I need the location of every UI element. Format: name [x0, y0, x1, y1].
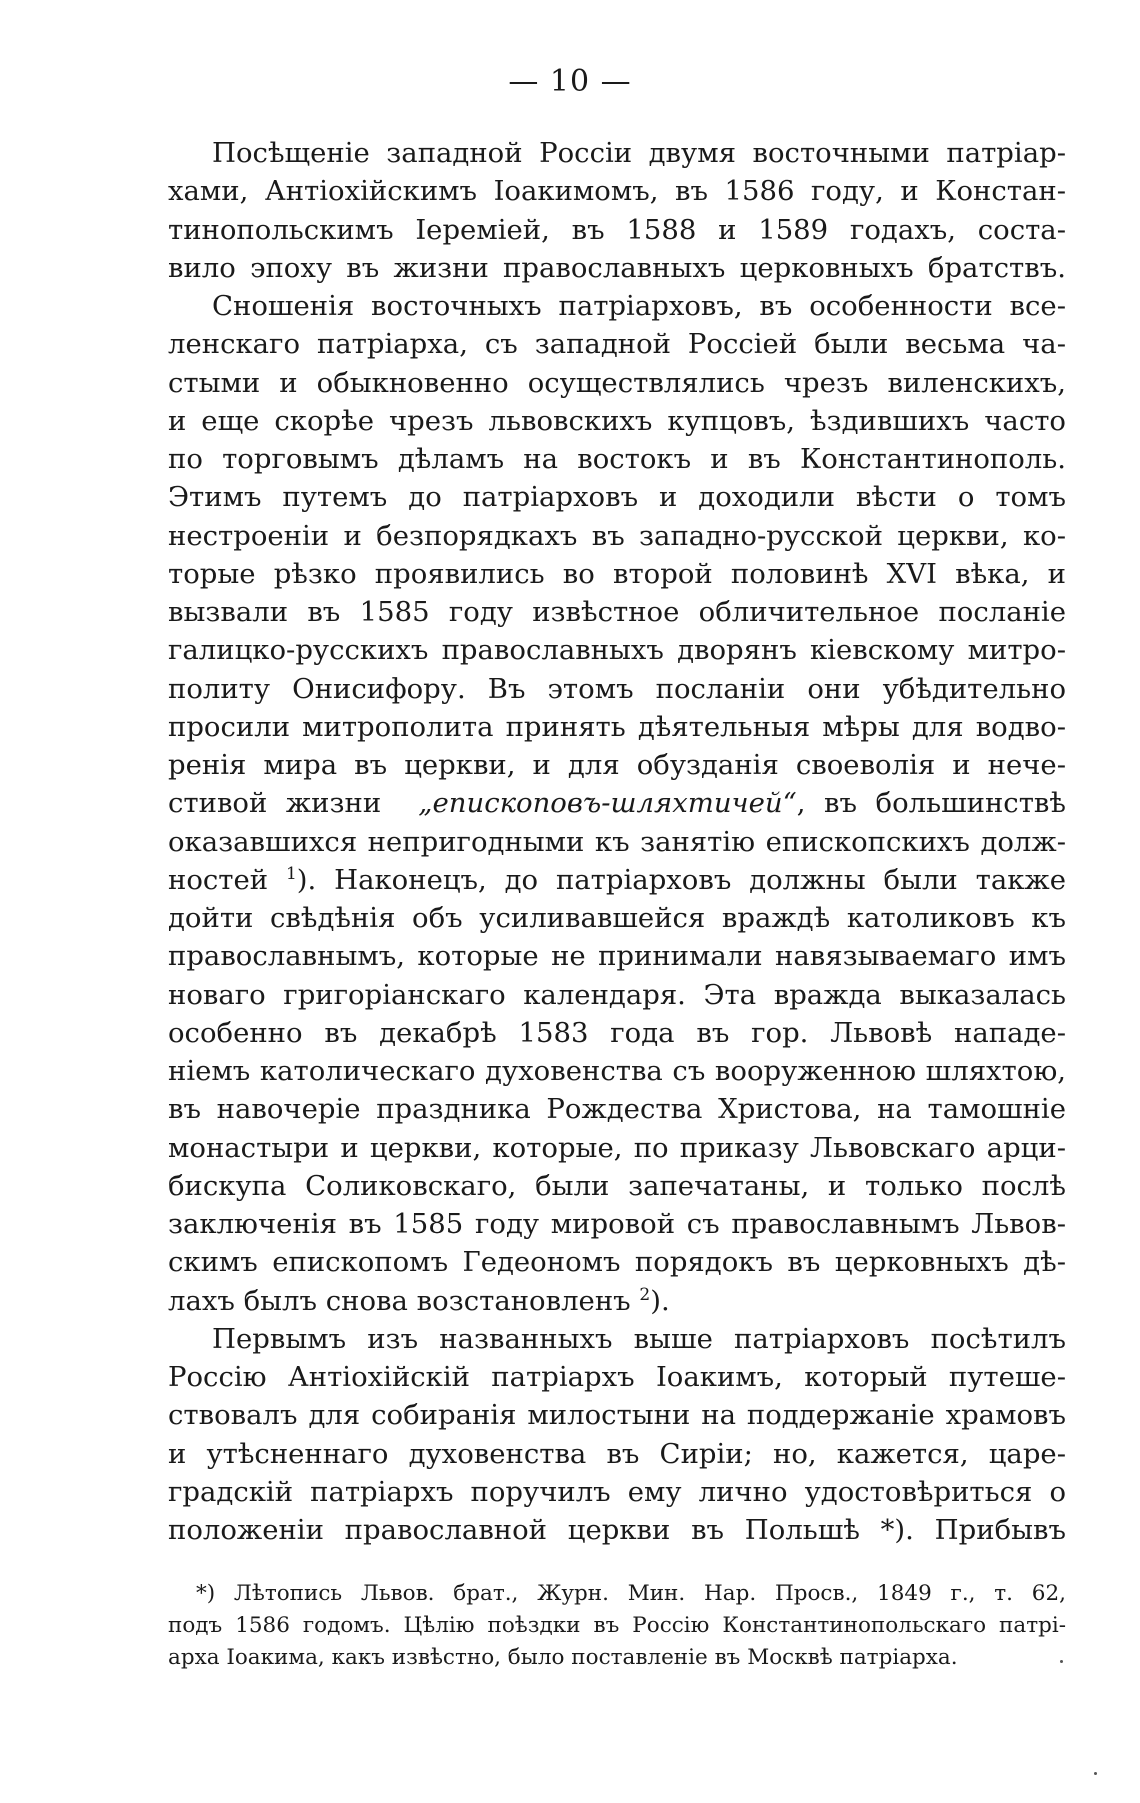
- text-line: вило эпоху въ жизни православныхъ церковныхъ братствъ.: [168, 251, 1066, 284]
- text-line: галицко-русскихъ православныхъ дворянъ кіевскому митро-: [168, 634, 1066, 667]
- text-line: православнымъ, которые не принимали навязываемаго имъ: [168, 940, 1066, 973]
- text-line: ленскаго патріарха, съ западной Россіей были весьма ча-: [168, 328, 1066, 361]
- text-line: политу Онисифору. Въ этомъ посланіи они убѣдительно: [168, 672, 1066, 705]
- text-line: особенно въ декабрѣ 1583 года въ гор. Львовѣ нападе-: [168, 1016, 1066, 1049]
- text-line: заключенія въ 1585 году мировой съ православнымъ Львов-: [168, 1208, 1066, 1240]
- text-line: Россію Антіохійскій патріархъ Іоакимъ, который путеше-: [168, 1361, 1066, 1393]
- text-line: и утѣсненнаго духовенства въ Сиріи; но, кажется, царе-: [168, 1437, 1066, 1470]
- text-line: ствовалъ для собиранія милостыни на поддержаніе храмовъ: [168, 1399, 1066, 1432]
- text-fragment: лахъ былъ снова возстановленъ: [168, 1284, 631, 1317]
- text-line: вызвали въ 1585 году извѣстное обличительное посланіе: [168, 596, 1066, 628]
- text-line: [168, 784, 1066, 822]
- text-line: Этимъ путемъ до патріарховъ и доходили вѣсти о томъ: [168, 481, 1066, 514]
- text-line: Сношенія восточныхъ патріарховъ, въ особенности все-: [212, 290, 1066, 322]
- text-line: ніемъ католическаго духовенства съ вооруженною шляхтою,: [168, 1055, 1066, 1087]
- text-line: [168, 861, 1066, 899]
- text-line: Посѣщеніе западной Россіи двумя восточными патріар-: [212, 137, 1066, 169]
- text-line: въ навочеріе праздника Рождества Христова, на тамошніе: [168, 1093, 1066, 1126]
- page-number: — 10 —: [508, 64, 632, 99]
- text-fragment: стивой жизни: [168, 787, 382, 820]
- text-line: стыми и обыкновенно осуществлялись чрезъ виленскихъ,: [168, 366, 1066, 399]
- text-line: торые рѣзко проявились во второй половинѣ XVI вѣка, и: [168, 557, 1066, 590]
- text-line: скимъ епископомъ Гедеономъ порядокъ въ церковныхъ дѣ-: [168, 1246, 1066, 1279]
- text-line: дойти свѣдѣнія объ усиливавшейся враждѣ католиковъ къ: [168, 902, 1066, 934]
- text-fragment: ностей: [168, 863, 269, 896]
- text-fragment: , въ большинствѣ: [796, 787, 1066, 820]
- text-line: положеніи православной церкви въ Польшѣ *). Прибывъ: [168, 1514, 1066, 1546]
- text-line: оказавшихся непригодными къ занятію епископскихъ долж-: [168, 825, 1066, 858]
- text-line: хами, Антіохійскимъ Іоакимомъ, въ 1586 году, и Констан-: [168, 175, 1066, 208]
- footnote-line: *) Лѣтопись Львов. брат., Журн. Мин. Нар. Просв., 1849 г., т. 62,: [196, 1581, 1066, 1606]
- text-fragment: ).: [650, 1284, 670, 1317]
- footnote-line: подъ 1586 годомъ. Цѣлію поѣздки въ Россію Константинопольскаго патрі-: [168, 1613, 1066, 1638]
- text-line: по торговымъ дѣламъ на востокъ и въ Константинополь.: [168, 443, 1066, 475]
- footnotes: [168, 1578, 1066, 1674]
- text-line: монастыри и церкви, которые, по приказу Львовскаго арци-: [168, 1131, 1066, 1164]
- text-line: бискупа Соликовскаго, были запечатаны, и только послѣ: [168, 1169, 1066, 1202]
- text-line: тинопольскимъ Іереміей, въ 1588 и 1589 годахъ, соста-: [168, 213, 1066, 246]
- italic-quote: „епископовъ-шляхтичей“: [418, 787, 797, 820]
- text-line: просили митрополита принять дѣятельныя мѣры для водво-: [168, 710, 1066, 743]
- text-line: новаго григоріанскаго календаря. Эта вражда выказалась: [168, 978, 1066, 1011]
- footnote-marker: 2: [639, 1284, 651, 1305]
- footnote-marker: 1: [285, 863, 297, 884]
- text-line: нестроеніи и безпорядкахъ въ западно-русской церкви, ко-: [168, 519, 1066, 552]
- paper-speck: [1094, 1772, 1097, 1775]
- text-line: [168, 1282, 1066, 1320]
- text-fragment: ). Наконецъ, до патріарховъ должны были также: [296, 863, 1066, 896]
- main-text: [168, 134, 1066, 1549]
- paper-speck: [1060, 1660, 1063, 1663]
- text-line: ренія мира въ церкви, и для обузданія своеволія и нече-: [168, 749, 1066, 781]
- text-line: и еще скорѣе чрезъ львовскихъ купцовъ, ѣздившихъ часто: [168, 404, 1066, 437]
- footnote-line: арха Іоакима, какъ извѣстно, было поставленіе въ Москвѣ патріарха.: [168, 1645, 958, 1670]
- text-line: Первымъ изъ названныхъ выше патріарховъ посѣтилъ: [212, 1322, 1066, 1355]
- text-line: градскій патріархъ поручилъ ему лично удостовѣриться о: [168, 1475, 1066, 1508]
